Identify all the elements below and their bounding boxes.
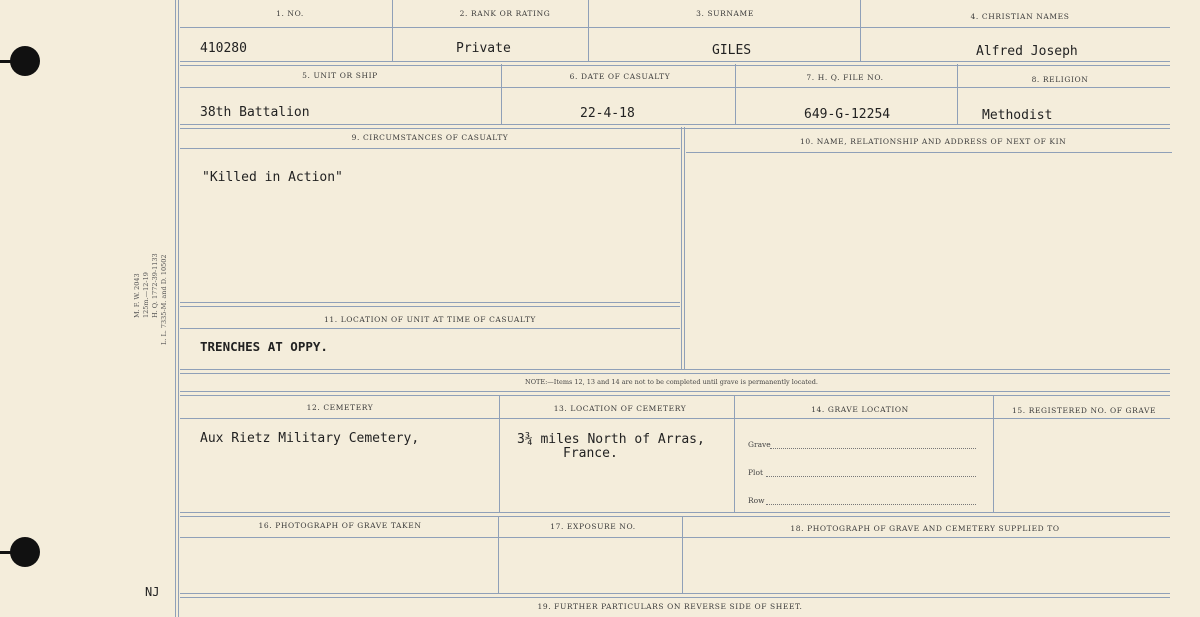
header-location-of-unit: 11. LOCATION OF UNIT AT TIME OF CASUALTY [324, 315, 536, 324]
christian-names-value: Alfred Joseph [976, 44, 1078, 59]
rule [180, 124, 1170, 129]
divider [498, 516, 499, 594]
header-grave-location: 14. GRAVE LOCATION [811, 405, 909, 414]
service-number: 410280 [200, 41, 247, 56]
grave-dotted-line [770, 447, 976, 449]
header-exposure-no: 17. EXPOSURE NO. [550, 522, 636, 531]
divider [588, 0, 589, 62]
header-circumstances: 9. CIRCUMSTANCES OF CASUALTY [351, 133, 509, 142]
header-date: 6. DATE OF CASUALTY [569, 72, 671, 81]
row-label: Row [748, 496, 765, 505]
header-unit: 5. UNIT OR SHIP [302, 71, 378, 80]
divider [957, 64, 958, 124]
left-border [175, 0, 176, 617]
plot-label: Plot [748, 468, 763, 477]
binder-hole-top-stem [0, 60, 14, 63]
header-photograph-supplied: 18. PHOTOGRAPH OF GRAVE AND CEMETERY SUPPLIED TO [790, 524, 1060, 533]
clerk-initials: NJ [145, 585, 160, 599]
rule [180, 418, 1170, 419]
rank-value: Private [456, 41, 511, 56]
rule [180, 148, 680, 149]
header-photograph-taken: 16. PHOTOGRAPH OF GRAVE TAKEN [258, 521, 422, 530]
unit-value: 38th Battalion [200, 105, 310, 120]
rule [180, 537, 1170, 538]
footer-further-particulars: 19. FURTHER PARTICULARS ON REVERSE SIDE OF SHEET. [537, 602, 803, 611]
plot-dotted-line [766, 475, 976, 477]
header-cemetery: 12. CEMETERY [306, 403, 374, 412]
divider [682, 516, 683, 594]
header-surname: 3. SURNAME [696, 9, 754, 18]
side-text-2: 125m.—12-19 [142, 272, 150, 318]
rule [180, 391, 1170, 396]
rule [180, 369, 1170, 374]
binder-hole-bottom [10, 537, 40, 567]
header-next-of-kin: 10. NAME, RELATIONSHIP AND ADDRESS OF NEXT OF KIN [800, 137, 1067, 146]
religion-value: Methodist [982, 108, 1053, 123]
divider [993, 395, 994, 513]
rule [686, 152, 1172, 153]
divider [392, 0, 393, 62]
left-border-inner [178, 0, 179, 617]
grave-label: Grave [748, 440, 771, 449]
header-registered-no: 15. REGISTERED NO. OF GRAVE [1012, 406, 1157, 415]
divider [499, 395, 500, 513]
rule [180, 512, 1170, 517]
rule [180, 27, 1170, 28]
rule [180, 61, 1170, 66]
divider [681, 127, 682, 370]
divider [735, 64, 736, 124]
row-dotted-line [766, 503, 976, 505]
rule [180, 87, 1170, 88]
rule [180, 328, 680, 329]
divider [684, 127, 685, 370]
side-text-3: H. Q. 1772-39-1133 [151, 253, 159, 318]
header-religion: 8. RELIGION [1031, 75, 1089, 84]
cemetery-location-line-1: 3¾ miles North of Arras, [517, 432, 705, 447]
date-of-casualty-value: 22-4-18 [580, 106, 635, 121]
header-file-no: 7. H. Q. FILE NO. [806, 73, 884, 82]
note-text: NOTE:—Items 12, 13 and 14 are not to be completed until grave is permanently located. [525, 378, 818, 386]
rule [180, 302, 680, 307]
divider [734, 395, 735, 513]
cemetery-location-line-2: France. [563, 446, 618, 461]
header-location-of-cemetery: 13. LOCATION OF CEMETERY [553, 404, 687, 413]
divider [501, 64, 502, 124]
location-of-unit-value: TRENCHES AT OPPY. [200, 339, 328, 354]
binder-hole-top [10, 46, 40, 76]
header-number: 1. NO. [276, 9, 304, 18]
side-text-4: L. L. 7335-M. and D. 10502 [160, 254, 168, 345]
file-number-value: 649-G-12254 [804, 107, 891, 122]
binder-hole-bottom-stem [0, 551, 14, 554]
cemetery-value: Aux Rietz Military Cemetery, [200, 431, 420, 446]
surname-value: GILES [712, 43, 752, 58]
header-rank: 2. RANK OR RATING [459, 9, 551, 18]
header-christian-names: 4. CHRISTIAN NAMES [970, 12, 1070, 21]
rule [180, 593, 1170, 598]
divider [860, 0, 861, 62]
circumstances-value: "Killed in Action" [202, 170, 343, 185]
side-text-1: M. F. W. 2043 [133, 273, 141, 318]
